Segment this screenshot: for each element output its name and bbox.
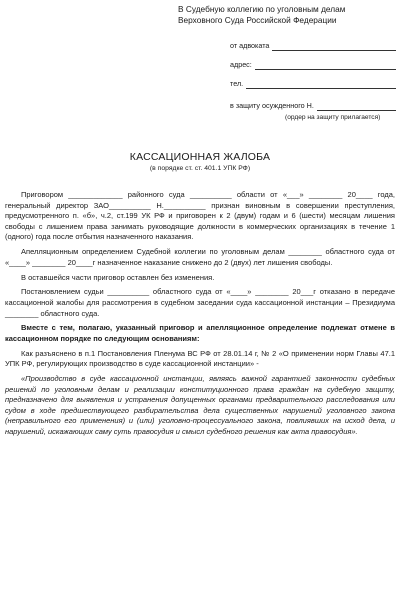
defense-field <box>230 101 396 111</box>
defense-label: в защиту осужденного Н. <box>230 101 314 110</box>
paragraph-quote: «Производство в суде кассационной инстанции, являясь важной гарантией законности судебных решений по уголовным делам и реализации конституционного права граждан на судебную защиту, предназначено для выявления и устранения допущенных органами предварительного расследования или судом в ходе предшествующего разбирательства дела существенных нарушений уголовного закона (неправильного его применения) и (или) уголовно-процессуального закона, повлиявших на исход дела, и нарушений, искажающих саму суть правосудия и смысл судебного решения как акта правосудия». <box>5 374 395 436</box>
addressee-line-1: В Судебную коллегию по уголовным делам <box>178 4 346 14</box>
from-line <box>272 42 396 51</box>
document-title: КАССАЦИОННАЯ ЖАЛОБА <box>129 151 271 163</box>
phone-field <box>230 79 396 89</box>
address-label: адрес: <box>230 60 252 69</box>
address-field <box>230 60 396 70</box>
document-subtitle: (в порядке ст. ст. 401.1 УПК РФ) <box>149 165 251 172</box>
document-body <box>5 190 395 442</box>
paragraph-appeal: Апелляционным определением Судебной коллегии по уголовным делам ________ областного суда от «____» ________ 20____г назначенное наказание снижено до 2 (двух) лет лишения свободы. <box>5 247 395 267</box>
paragraph-grounds: Вместе с тем, полагаю, указанный приговор и апелляционное определение подлежат отмене в кассационном порядке по следующим основаниям: <box>5 323 395 343</box>
bottom-fade <box>0 565 400 604</box>
from-field <box>230 41 396 51</box>
address-line <box>255 61 396 70</box>
paragraph-verdict: Приговором _____________ районного суда __________ области от «___» ________ 20____ года, генеральный директор ЗАО__________ Н.__________ признан виновным в совершении преступления, предусмотренного п. «б», ч.2, ст.199 УК РФ и приговорен к 2 (двум) годам и 6 (шести) месяцам лишения свободы с лишением права занимать руководящие должности в коммерческих организациях в течение 1 (одного) года после отбытия назначенного наказания. <box>5 190 395 242</box>
phone-label: тел. <box>230 79 244 88</box>
from-label: от адвоката <box>230 41 270 50</box>
addressee-block <box>178 4 396 25</box>
addressee-line-2: Верховного Суда Российской Федерации <box>178 14 337 25</box>
phone-line <box>246 80 396 89</box>
paragraph-remainder: В оставшейся части приговор оставлен без изменения. <box>21 272 215 282</box>
warrant-note: (ордер на защиту прилагается) <box>285 114 381 121</box>
paragraph-plenum: Как разъяснено в п.1 Постановления Пленума ВС РФ от 28.01.14 г, № 2 «О применении норм Главы 47.1 УПК РФ, регулирующих производство в суде кассационной инстанции» - <box>5 348 395 369</box>
defense-line <box>317 102 396 111</box>
paragraph-refusal: Постановлением судьи __________ областного суда от «____» ________ 20___г отказано в передаче кассационной жалобы для рассмотрения в судебном заседании суда кассационной инстанции – Президиума ________ областного суда. <box>5 287 395 318</box>
